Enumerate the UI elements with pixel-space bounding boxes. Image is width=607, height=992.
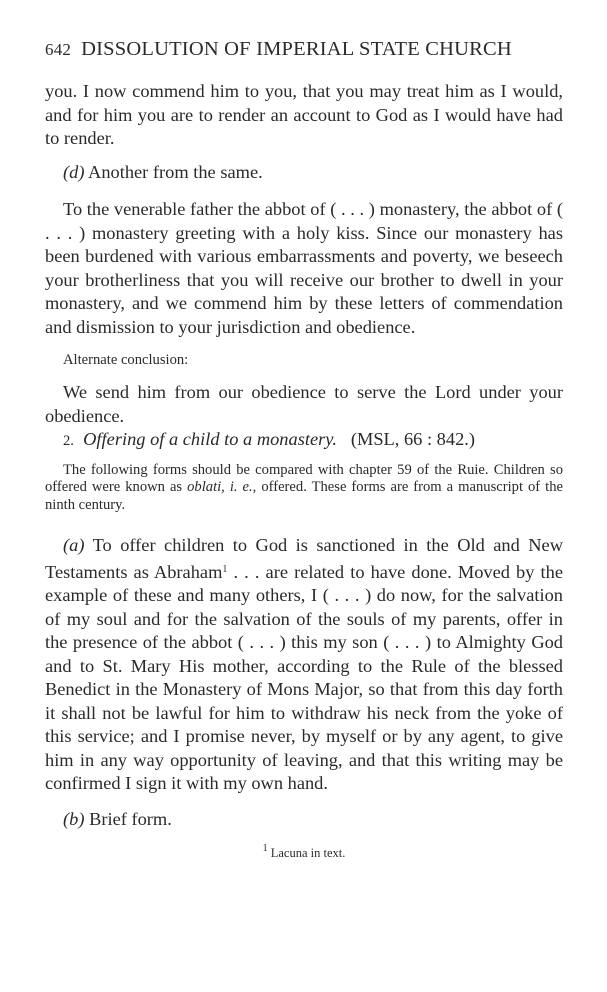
paragraph-offering-a: (a) To offer children to God is sanctioned in the Old and New Testaments as Abraham$^1$ . . . are related to have done. Moved by the example of these and many others, I ( . . . ) do now, for the salvation of my soul and for the salvation of the souls of my parents, offer in the presence of the abbot ( . . . ) this my son ( . . . ) to Almighty God and to St. Mary His mother, according to the Rule of the blessed Benedict in the Monastery of Mons Major, so that from this day forth it shall not be lawful for him to withdraw his neck from the yoke of this service; and I promise never, by myself or by any agent, to give him in any way opportunity of leaving, and that this writing may be confirmed I sign it with my own hand.: [45, 535, 563, 793]
subsection-label: (d): [63, 161, 85, 182]
alternate-conclusion-label: Alternate conclusion:: [63, 352, 189, 368]
footnote-number: 1: [262, 843, 268, 854]
running-head: [45, 38, 563, 61]
footnote-reference: 1: [222, 563, 228, 575]
page-number: 642: [45, 40, 72, 59]
subsection-label: (a): [63, 535, 85, 555]
section-heading: [45, 428, 563, 452]
paragraph-continuation: you. I now commend him to you, that you may treat him as I would, and for him you are to render an account to God as I would have had to render.: [45, 81, 563, 148]
note-italic: oblati, i. e.: [187, 479, 253, 495]
running-title: DISSOLUTION OF IMPERIAL STATE CHURCH: [81, 38, 512, 60]
paragraph-alternate: We send him from our obedience to serve the Lord under your obedience.: [45, 382, 563, 426]
footnote-text: Lacuna in text.: [270, 846, 346, 860]
section-reference: (MSL, 66 : 842.): [350, 429, 475, 449]
subsection-d: [45, 161, 563, 185]
page-body: [45, 80, 563, 866]
subsection-text: Brief form.: [89, 808, 172, 829]
section-number: 2.: [63, 433, 74, 449]
subsection-label: (b): [63, 808, 85, 829]
subsection-b: [45, 808, 563, 832]
subsection-text: Another from the same.: [88, 161, 263, 182]
footnote: [45, 837, 563, 866]
section-title: Offering of a child to a monastery.: [83, 429, 338, 449]
editorial-note: The following forms should be compared with chapter 59 of the Ruie. Children so offered were known as oblati, i. e., offered. These forms are from a manuscript of the ninth century.: [45, 461, 563, 513]
paragraph-letter: To the venerable father the abbot of ( . . . ) monastery, the abbot of ( . . . ) monastery greeting with a holy kiss. Since our monastery has been burdened with various embarrassments and poverty, we beseech your brotherliness that you will receive our brother to dwell in your monastery, and we commend him by these letters of commendation and dismission to your jurisdiction and obedience.: [45, 199, 563, 337]
